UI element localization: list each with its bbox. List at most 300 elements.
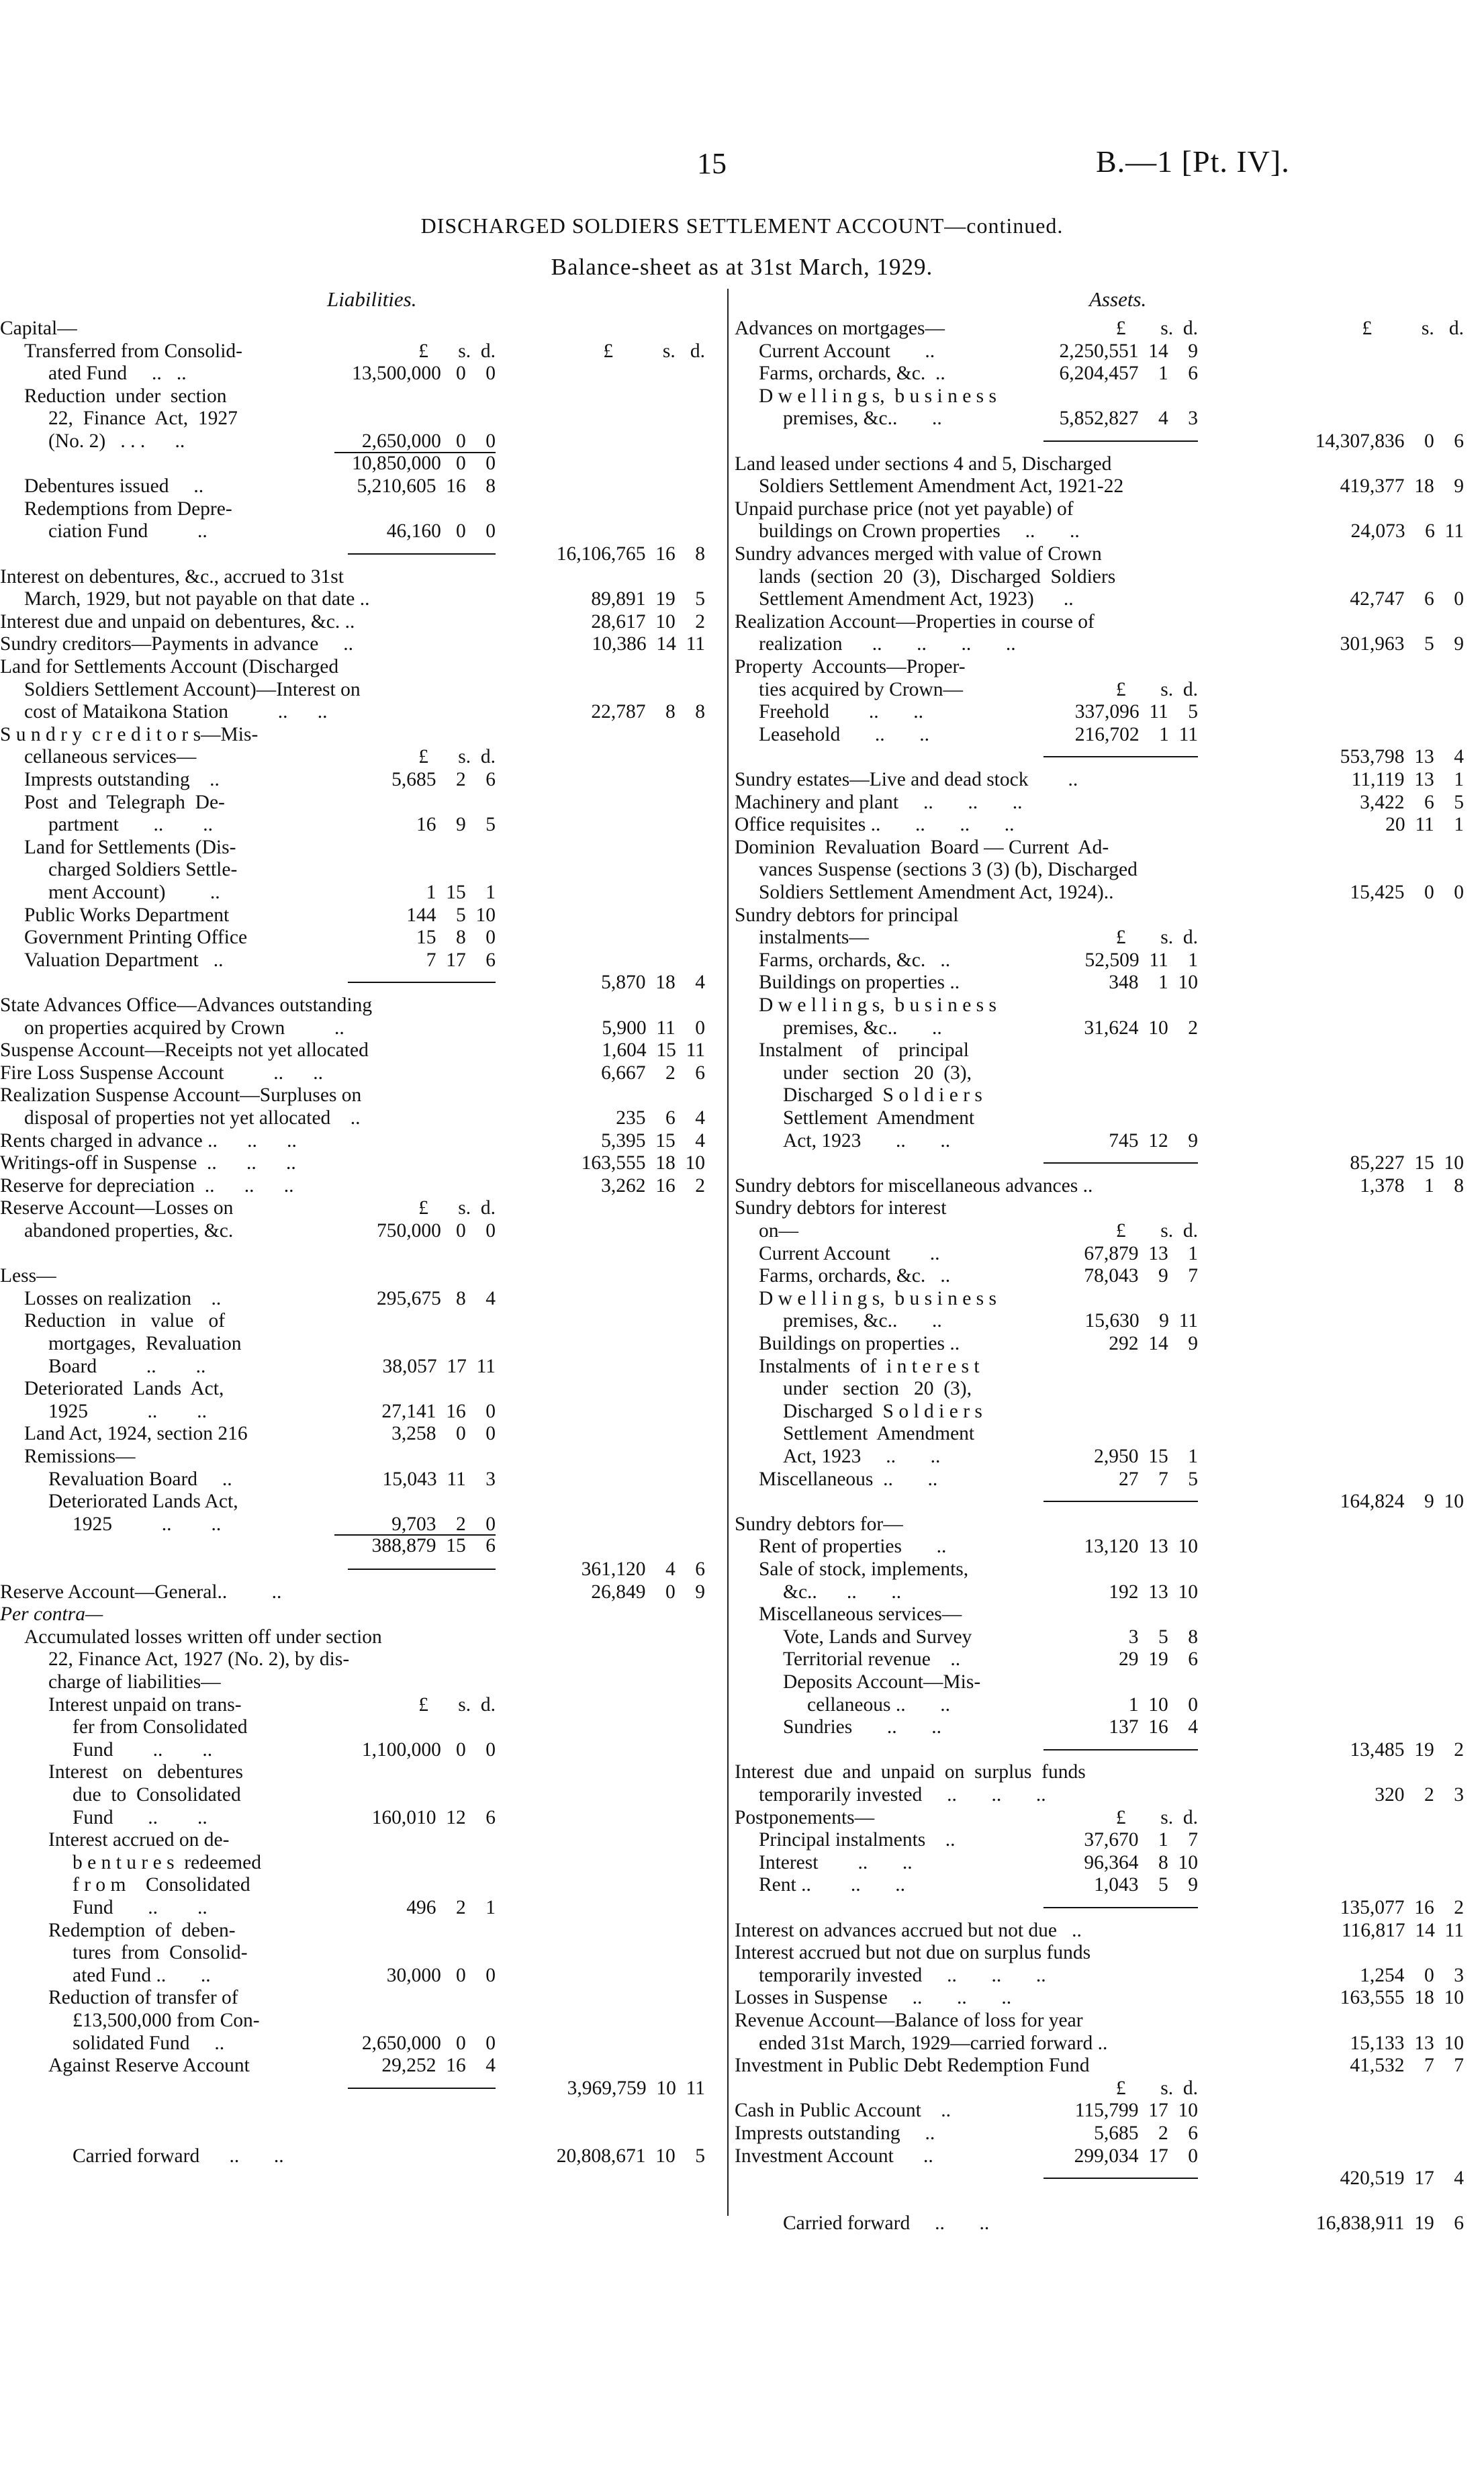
assets-row-label: premises, &c.. .. [783,408,942,430]
liabilities-row-label: abandoned properties, &c. [24,1220,234,1242]
assets-row-label: realization .. .. .. .. [759,633,1016,655]
liabilities-row-label: 1925 .. .. [73,1513,222,1535]
liabilities-inner-amount: 5,685 2 6 [391,769,496,790]
liabilities-inner-amount: 15 8 0 [416,927,496,949]
assets-row [735,926,1484,949]
assets-row [735,1581,1484,1603]
assets-row [735,2190,1484,2212]
assets-total-amount: 24,073 6 11 [1350,520,1464,543]
assets-row [735,1377,1484,1400]
assets-row-label: Leasehold .. .. [759,723,929,745]
liabilities-inner-amount: 160,010 12 6 [371,1806,496,1828]
liabilities-row [0,836,718,859]
liabilities-row-label: ated Fund .. .. [73,1964,211,1986]
liabilities-row [0,1535,718,1558]
liabilities-total-amount: 361,120 4 6 [581,1558,705,1580]
liabilities-row [0,453,718,475]
assets-row-label: Sale of stock, implements, [759,1558,969,1580]
liabilities-row [0,1581,718,1603]
liabilities-row [0,994,718,1017]
assets-inner-amount: 5,685 2 6 [1094,2122,1198,2144]
liabilities-row [0,1197,718,1219]
assets-row-label: Interest .. .. [759,1851,913,1873]
assets-row [735,1986,1484,2009]
liabilities-inner-amount: £ s. d. [418,1693,496,1716]
assets-inner-amount: 96,364 8 10 [1084,1851,1198,1873]
assets-inner-amount: 2,250,551 14 9 [1059,340,1198,362]
liabilities-inner-amount: 750,000 0 0 [377,1220,496,1242]
assets-inner-amount: 115,799 17 10 [1074,2100,1198,2122]
assets-inner-amount: 1,043 5 9 [1094,1874,1198,1896]
assets-row [735,1219,1484,1242]
assets-row-label: buildings on Crown properties .. .. [759,520,1080,543]
liabilities-row-label: Against Reserve Account [48,2055,250,2077]
assets-total-amount: 13,485 19 2 [1350,1738,1464,1761]
liabilities-row [0,340,718,363]
assets-row-label: Farms, orchards, &c. .. [759,363,945,385]
assets-row [735,1761,1484,1783]
liabilities-row-label: £13,500,000 from Con- [73,2010,260,2031]
assets-row [735,858,1484,881]
liabilities-row-label: disposal of properties not yet allocated .. [24,1107,361,1129]
assets-row [735,2122,1484,2145]
assets-inner-amount: £ s. d. [1115,927,1198,949]
assets-subtotal-rule [1044,2178,1198,2179]
assets-row-label: Miscellaneous services— [759,1603,962,1626]
assets-row [735,1919,1484,1942]
assets-row [735,565,1484,588]
assets-subtotal-rule [1044,1749,1198,1750]
liabilities-row-label: Deteriorated Lands Act, [48,1491,238,1513]
liabilities-row [0,430,718,453]
liabilities-row [0,1355,718,1378]
assets-row-label: Losses in Suspense .. .. .. [735,1987,1012,2009]
assets-row [735,1535,1484,1558]
liabilities-total-amount: 89,891 19 5 [591,588,705,610]
liabilities-row-label: Interest unpaid on trans- [48,1693,242,1716]
liabilities-row [0,520,718,543]
assets-total-amount: 15,133 13 10 [1350,2032,1464,2054]
assets-row-label: Unpaid purchase price (not yet payable) of [735,498,1074,520]
assets-inner-amount: 29 19 6 [1119,1648,1198,1671]
liabilities-row-label: cost of Mataikona Station .. .. [24,701,328,723]
liabilities-row [0,1039,718,1062]
assets-row-label: Farms, orchards, &c. .. [759,949,951,971]
assets-row [735,1716,1484,1738]
liabilities-total-amount: 22,787 8 8 [591,701,705,723]
liabilities-row [0,543,718,565]
liabilities-row [0,1309,718,1332]
liabilities-row [0,1174,718,1197]
assets-row-label: Vote, Lands and Survey [783,1626,972,1648]
assets-inner-amount: 3 5 8 [1128,1626,1198,1648]
liabilities-row-label: Fund .. .. [73,1806,207,1828]
assets-row [735,1806,1484,1829]
liabilities-row [0,655,718,678]
liabilities-row-label: Accumulated losses written off under section [24,1626,382,1648]
assets-row [735,904,1484,927]
liabilities-row-label: Land Act, 1924, section 216 [24,1423,248,1445]
liabilities-row [0,2122,718,2145]
liabilities-row-label: Realization Suspense Account—Surpluses on [0,1084,362,1107]
assets-row [735,1738,1484,1761]
assets-row [735,1309,1484,1332]
liabilities-total-amount: 5,870 18 4 [601,972,705,994]
assets-row-label: Settlement Amendment Act, 1923) .. [759,588,1074,610]
liabilities-row [0,1287,718,1310]
assets-row [735,1445,1484,1468]
assets-row-label: Discharged S o l d i e r s [783,1084,982,1107]
assets-row [735,385,1484,408]
assets-row [735,1671,1484,1693]
assets-row [735,520,1484,543]
liabilities-heading: Liabilities. [327,287,417,311]
liabilities-row [0,791,718,814]
assets-row [735,498,1484,520]
liabilities-row [0,1603,718,1626]
assets-total-amount: 20 11 1 [1385,814,1464,836]
assets-row [735,588,1484,610]
assets-row-label: Act, 1923 .. .. [783,1129,951,1152]
assets-row [735,994,1484,1017]
assets-row-label: Deposits Account—Mis- [783,1671,981,1693]
liabilities-row [0,1084,718,1107]
assets-row [735,1490,1484,1513]
liabilities-row-label: tures from Consolid- [73,1942,248,1964]
assets-row [735,700,1484,723]
liabilities-row-label: Per contra— [0,1603,103,1626]
liabilities-row [0,1919,718,1942]
assets-row [735,1873,1484,1896]
assets-row [735,791,1484,814]
liabilities-row-label: S u n d r y c r e d i t o r s—Mis- [0,723,259,745]
liabilities-row [0,1107,718,1129]
assets-total-amount: 1,254 0 3 [1360,1964,1464,1986]
assets-inner-amount: 745 12 9 [1109,1129,1198,1152]
assets-row [735,610,1484,633]
liabilities-row-label: Public Works Department [24,904,230,926]
liabilities-row-label: Reduction of transfer of [48,1987,238,2009]
assets-row-label: D w e l l i n g s, b u s i n e s s [759,385,996,407]
liabilities-row [0,1806,718,1829]
assets-row [735,1558,1484,1581]
liabilities-row [0,633,718,655]
assets-inner-amount: 1 10 0 [1128,1693,1198,1716]
assets-row [735,1287,1484,1310]
liabilities-row-label: Government Printing Office [24,927,248,949]
liabilities-row-label: Interest on debentures, &c., accrued to 31st [0,565,344,588]
assets-row [735,1468,1484,1491]
assets-row-label: Postponements— [735,1806,875,1828]
liabilities-row [0,745,718,768]
assets-row [735,1626,1484,1648]
liabilities-row-label: Interest due and unpaid on debentures, &c. .. [0,610,355,633]
liabilities-row [0,1264,718,1287]
liabilities-row [0,678,718,701]
assets-total-amount: 41,532 7 7 [1350,2055,1464,2077]
assets-row-label: Land leased under sections 4 and 5, Discharged [735,453,1112,475]
assets-row-label: Territorial revenue .. [783,1648,961,1671]
assets-row-label: Principal instalments .. [759,1829,956,1851]
assets-inner-amount: 292 14 9 [1109,1333,1198,1354]
liabilities-row-label: Board .. .. [48,1355,206,1377]
liabilities-row [0,1648,718,1671]
assets-row-label: temporarily invested .. .. .. [759,1784,1046,1806]
liabilities-row-label: Reduction under section [24,385,227,407]
assets-row [735,678,1484,701]
liabilities-row [0,1626,718,1648]
assets-inner-amount: 299,034 17 0 [1074,2145,1198,2167]
liabilities-row [0,1400,718,1423]
liabilities-row-label: charge of liabilities— [48,1671,221,1693]
liabilities-row [0,1017,718,1039]
assets-row-label: Miscellaneous .. .. [759,1468,938,1490]
assets-row [735,1964,1484,1987]
liabilities-inner-amount: 46,160 0 0 [386,520,496,543]
liabilities-row [0,2054,718,2077]
liabilities-row-label: Imprests outstanding .. [24,769,220,790]
assets-row-label: Interest accrued but not due on surplus funds [735,1942,1091,1964]
liabilities-row-label: Reserve for depreciation .. .. .. [0,1174,294,1197]
liabilities-row [0,2077,718,2100]
liabilities-row [0,2032,718,2055]
assets-row [735,543,1484,565]
liabilities-inner-amount: 388,879 15 6 [334,1534,496,1557]
liabilities-row-label: solidated Fund .. [73,2032,225,2054]
liabilities-total-amount: £ s. d. [603,340,705,362]
assets-row-label: Settlement Amendment [783,1107,975,1129]
liabilities-row [0,926,718,949]
liabilities-row-label: Fund .. .. [73,1897,207,1918]
assets-row [735,1129,1484,1152]
liabilities-row-label: Reserve Account—Losses on [0,1197,234,1219]
liabilities-inner-amount: 2,650,000 0 0 [361,430,496,452]
assets-row-label: Discharged S o l d i e r s [783,1400,982,1422]
assets-heading: Assets. [1089,287,1147,311]
assets-inner-amount: 27 7 5 [1119,1468,1198,1490]
liabilities-inner-amount: 27,141 16 0 [381,1400,496,1422]
assets-total-amount: 420,519 17 4 [1340,2167,1464,2190]
assets-row [735,723,1484,746]
liabilities-row-label: Writings-off in Suspense .. .. .. [0,1152,296,1174]
liabilities-row [0,700,718,723]
assets-row [735,949,1484,972]
liabilities-subtotal-rule [348,982,496,983]
assets-row-label: on— [759,1220,798,1242]
liabilities-row [0,1129,718,1152]
assets-row-label: temporarily invested .. .. .. [759,1964,1046,1986]
assets-row-label: ties acquired by Crown— [759,678,963,700]
column-divider [727,289,729,2216]
liabilities-total-amount: 235 6 4 [616,1107,705,1129]
liabilities-inner-amount: 496 2 1 [406,1897,496,1918]
assets-row-label: cellaneous .. .. [807,1693,950,1716]
assets-inner-amount: 137 16 4 [1109,1716,1198,1738]
liabilities-row [0,2099,718,2122]
liabilities-subtotal-rule [348,553,496,555]
liabilities-row-label: Post and Telegraph De- [24,791,225,813]
assets-total-amount: 301,963 5 9 [1340,633,1464,655]
assets-inner-amount: 37,670 1 7 [1084,1829,1198,1851]
liabilities-inner-amount: 9,703 2 0 [391,1513,496,1535]
assets-row-label: lands (section 20 (3), Discharged Soldiers [759,565,1116,588]
liabilities-row [0,971,718,994]
assets-row [735,1693,1484,1716]
assets-row [735,1941,1484,1964]
assets-row [735,836,1484,859]
assets-subtotal-rule [1044,756,1198,757]
assets-row [735,1332,1484,1355]
liabilities-row-label: f r o m Consolidated [73,1874,250,1896]
liabilities-row [0,2009,718,2032]
assets-row-label: Interest due and unpaid on surplus funds [735,1761,1086,1783]
assets-inner-amount: 216,702 1 11 [1074,723,1198,745]
assets-row-label: Cash in Public Account .. [735,2100,952,2122]
liabilities-row [0,1761,718,1783]
assets-subtotal-rule [1044,1501,1198,1502]
liabilities-inner-amount: 144 5 10 [406,904,496,926]
assets-row-label: Instalment of principal [759,1039,969,1062]
liabilities-inner-amount: 10,850,000 0 0 [334,452,496,475]
liabilities-row-label: Interest accrued on de- [48,1829,230,1851]
assets-total-amount: 1,378 1 8 [1360,1174,1464,1197]
assets-inner-amount: 6,204,457 1 6 [1059,363,1198,385]
assets-total-amount: 3,422 6 5 [1360,791,1464,813]
liabilities-row-label: cellaneous services— [24,746,197,768]
assets-row-label: Farms, orchards, &c. .. [759,1265,951,1287]
liabilities-total-amount: 5,900 11 0 [602,1017,705,1039]
assets-inner-amount: £ s. d. [1115,678,1198,700]
assets-row [735,813,1484,836]
assets-row [735,362,1484,385]
assets-row [735,1648,1484,1671]
liabilities-row [0,1242,718,1265]
assets-subtotal-rule [1044,1907,1198,1908]
assets-inner-amount: 348 1 10 [1109,972,1198,994]
liabilities-row-label: Rents charged in advance .. .. .. [0,1129,297,1152]
liabilities-row-label: Debentures issued .. [24,475,204,498]
assets-row [735,745,1484,768]
liabilities-row [0,1896,718,1919]
assets-row-label: Sundry advances merged with value of Crown [735,543,1102,565]
liabilities-row-label: Redemptions from Depre- [24,498,232,520]
liabilities-total-amount: 5,395 15 4 [601,1129,705,1152]
liabilities-row-label: Land for Settlements (Dis- [24,836,236,858]
liabilities-row-label: charged Soldiers Settle- [48,859,238,881]
liabilities-inner-amount: 30,000 0 0 [386,1964,496,1986]
assets-total-amount: 15,425 0 0 [1350,882,1464,903]
liabilities-row-label: Carried forward .. .. [73,2145,284,2167]
assets-row-label: Settlement Amendment [783,1423,975,1445]
assets-row-label: Office requisites .. .. .. .. [735,814,1015,836]
liabilities-row [0,813,718,836]
assets-row-label: premises, &c.. .. [783,1310,942,1332]
liabilities-row [0,1964,718,1987]
liabilities-row [0,768,718,791]
liabilities-row [0,881,718,904]
assets-total-amount: 163,555 18 10 [1340,1987,1464,2009]
page-number: 15 [697,147,727,180]
liabilities-row-label: ment Account) .. [48,882,220,903]
assets-total-amount: 16,838,911 19 6 [1315,2212,1464,2235]
assets-total-amount: 14,307,836 0 6 [1315,430,1464,452]
assets-row [735,1828,1484,1851]
liabilities-row [0,1693,718,1716]
liabilities-row [0,1986,718,2009]
liabilities-row-label: b e n t u r e s redeemed [73,1851,261,1873]
liabilities-total-amount: 28,617 10 2 [591,610,705,633]
assets-total-amount: 135,077 16 2 [1340,1897,1464,1918]
assets-row-label: Current Account .. [759,1242,940,1264]
assets-total-amount: 116,817 14 11 [1341,1919,1464,1941]
assets-row [735,2099,1484,2122]
assets-row [735,971,1484,994]
liabilities-row [0,1851,718,1874]
assets-inner-amount: 337,096 11 5 [1074,701,1198,723]
liabilities-row [0,1828,718,1851]
liabilities-row-label: Remissions— [24,1446,136,1467]
liabilities-row [0,1219,718,1242]
assets-row [735,2009,1484,2032]
assets-row-label: Dominion Revaluation Board — Current Ad- [735,836,1109,858]
liabilities-row-label: Deteriorated Lands Act, [24,1378,224,1400]
liabilities-row [0,407,718,430]
assets-row-label: Investment Account .. [735,2145,933,2167]
liabilities-row [0,1152,718,1174]
assets-row [735,1062,1484,1084]
assets-row [735,1851,1484,1874]
liabilities-row [0,1468,718,1491]
liabilities-total-amount: 16,106,765 16 8 [556,543,705,565]
assets-total-amount: £ s. d. [1362,318,1464,339]
assets-subtotal-rule [1044,1162,1198,1164]
assets-row [735,655,1484,678]
liabilities-row [0,1445,718,1468]
liabilities-inner-amount: 38,057 17 11 [382,1355,496,1377]
liabilities-row-label: Reduction in value of [24,1310,226,1332]
liabilities-row-label: Land for Settlements Account (Discharged [0,656,339,678]
assets-inner-amount: 67,879 13 1 [1084,1242,1198,1264]
assets-row-label: Property Accounts—Proper- [735,656,966,678]
assets-row [735,2212,1484,2235]
assets-row [735,1107,1484,1129]
assets-row [735,2054,1484,2077]
liabilities-row [0,588,718,610]
liabilities-row [0,1422,718,1445]
assets-row [735,1152,1484,1174]
liabilities-inner-amount: 2,650,000 0 0 [361,2032,496,2054]
liabilities-row-label: Revaluation Board .. [48,1468,232,1490]
assets-row-label: Carried forward .. .. [783,2212,990,2235]
assets-row-label: Current Account .. [759,340,935,362]
assets-inner-amount: £ s. d. [1115,2077,1198,2099]
liabilities-inner-amount: £ s. d. [418,340,496,362]
assets-row [735,430,1484,453]
liabilities-inner-amount: 15,043 11 3 [382,1468,496,1490]
liabilities-row [0,1332,718,1355]
assets-row [735,633,1484,655]
assets-row-label: Advances on mortgages— [735,318,945,339]
liabilities-row-label: Fire Loss Suspense Account .. .. [0,1062,323,1084]
assets-row [735,1422,1484,1445]
liabilities-row [0,317,718,340]
assets-row [735,453,1484,475]
liabilities-row-label: Interest on debentures [48,1761,243,1783]
assets-row-label: vances Suspense (sections 3 (3) (b), Discharged [759,859,1138,881]
liabilities-row [0,904,718,927]
liabilities-row [0,1490,718,1513]
assets-row [735,1174,1484,1197]
